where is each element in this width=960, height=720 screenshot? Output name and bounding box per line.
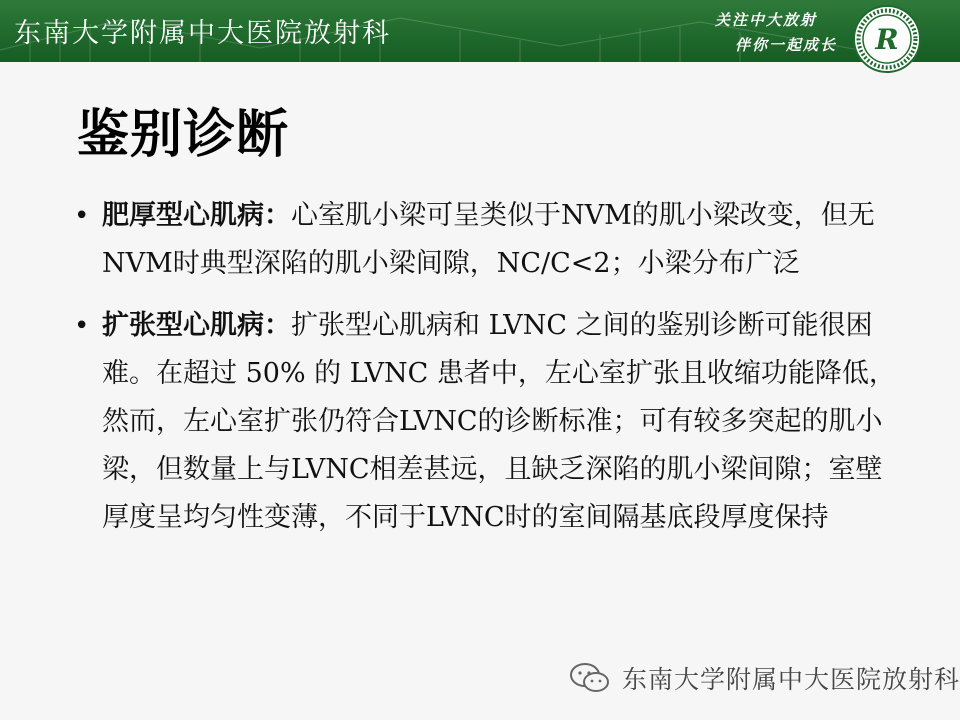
bullet-dot-icon: •	[74, 201, 90, 231]
watermark-text: 东南大学附属中大医院放射科	[622, 665, 960, 694]
slogan-line-1: 关注中大放射	[715, 11, 818, 29]
bullet-dilated	[70, 302, 900, 542]
header-banner	[0, 0, 960, 62]
bullet-text: 心室肌小梁可呈类似于NVM的肌小梁改变，但无NVM时典型深陷的肌小梁间隙，NC/C<2；小梁分布广泛	[102, 200, 875, 279]
bullet-term: 扩张型心肌病：	[102, 310, 291, 341]
bullet-text: 扩张型心肌病和 LVNC 之间的鉴别诊断可能很困难。在超过 50% 的 LVNC 患者中，左心室扩张且收缩功能降低，然而，左心室扩张仍符合LVNC的诊断标准；可有较多突起的肌小梁，但数量上与LVNC相差甚远，且缺乏深陷的肌小梁间隙；室壁厚度呈均匀性变薄，不同于LVNC时的室间隔基底段厚度保持	[102, 310, 896, 533]
bullet-list	[70, 192, 900, 556]
logo-letter: R	[875, 23, 899, 56]
wechat-icon	[568, 661, 612, 695]
bullet-dot-icon: •	[74, 311, 90, 341]
page-title: 鉴别诊断	[77, 105, 290, 165]
slogan-line-2: 伴你一起成长	[735, 36, 838, 54]
watermark	[568, 660, 960, 696]
department-title: 东南大学附属中大医院放射科	[14, 18, 391, 49]
bullet-term: 肥厚型心肌病：	[102, 200, 291, 231]
hospital-logo-icon	[848, 3, 926, 81]
bullet-hypertrophic	[70, 192, 900, 288]
